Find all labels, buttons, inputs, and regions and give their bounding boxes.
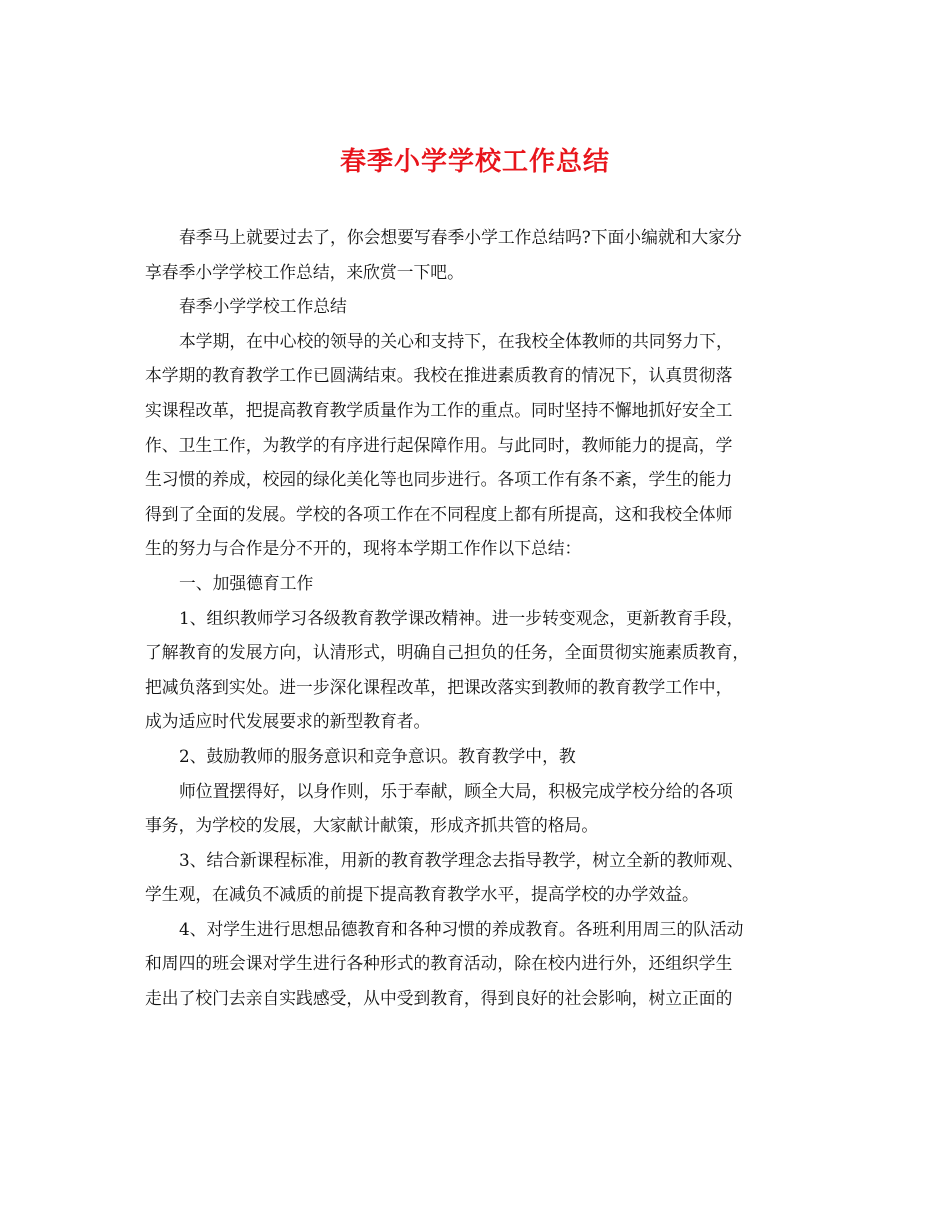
- document-title: 春季小学学校工作总结: [339, 147, 610, 177]
- paragraph-line: 师位置摆得好，以身作则，乐于奉献，顾全大局，积极完成学校分给的各项: [179, 780, 733, 801]
- paragraph-line: 成为适应时代发展要求的新型教育者。: [145, 711, 431, 732]
- paragraph-line: 4、对学生进行思想品德教育和各种习惯的养成教育。各班利用周三的队活动: [179, 918, 744, 939]
- section-heading: 一、加强德育工作: [179, 572, 314, 593]
- paragraph-line: 1、组织教师学习各级教育教学课改精神。进一步转变观念，更新教育手段，: [179, 607, 744, 628]
- paragraph-line: 学生观，在减负不减质的前提下提高教育教学水平，提高学校的办学效益。: [145, 884, 699, 905]
- paragraph-line: 享春季小学学校工作总结，来欣赏一下吧。: [145, 261, 464, 282]
- paragraph-line: 走出了校门去亲自实践感受，从中受到教育，得到良好的社会影响，树立正面的: [145, 988, 733, 1009]
- paragraph-line: 作、卫生工作，为教学的有序进行起保障作用。与此同时，教师能力的提高，学: [145, 434, 733, 455]
- paragraph-line: 了解教育的发展方向，认清形式，明确自己担负的任务，全面贯彻实施素质教育，: [145, 642, 750, 663]
- paragraph-line: 和周四的班会课对学生进行各种形式的教育活动，除在校内进行外，还组织学生: [145, 953, 733, 974]
- paragraph-line: 春季马上就要过去了，你会想要写春季小学工作总结吗?下面小编就和大家分: [179, 227, 742, 247]
- paragraph-line: 本学期，在中心校的领导的关心和支持下，在我校全体教师的共同努力下，: [179, 330, 733, 351]
- paragraph-line: 把减负落到实处。进一步深化课程改革，把课改落实到教师的教育教学工作中，: [145, 676, 733, 697]
- paragraph-line: 生的努力与合作是分不开的，现将本学期工作作以下总结：: [145, 538, 582, 559]
- paragraph-line: 得到了全面的发展。学校的各项工作在不同程度上都有所提高，这和我校全体师: [145, 503, 733, 524]
- document-body: [145, 220, 810, 1016]
- paragraph-line: 3、结合新课程标准，用新的教育教学理念去指导教学，树立全新的教师观、: [179, 849, 744, 870]
- section-heading: 春季小学学校工作总结: [179, 296, 347, 317]
- paragraph-line: 实课程改革，把提高教育教学质量作为工作的重点。同时坚持不懈地抓好安全工: [145, 399, 733, 420]
- paragraph-line: 事务，为学校的发展，大家献计献策，形成齐抓共管的格局。: [145, 815, 599, 836]
- paragraph-line: 本学期的教育教学工作已圆满结束。我校在推进素质教育的情况下，认真贯彻落: [145, 365, 733, 386]
- paragraph-line: 2、鼓励教师的服务意识和竞争意识。教育教学中，教: [179, 745, 576, 766]
- paragraph-line: 生习惯的养成，校园的绿化美化等也同步进行。各项工作有条不紊，学生的能力: [145, 469, 733, 490]
